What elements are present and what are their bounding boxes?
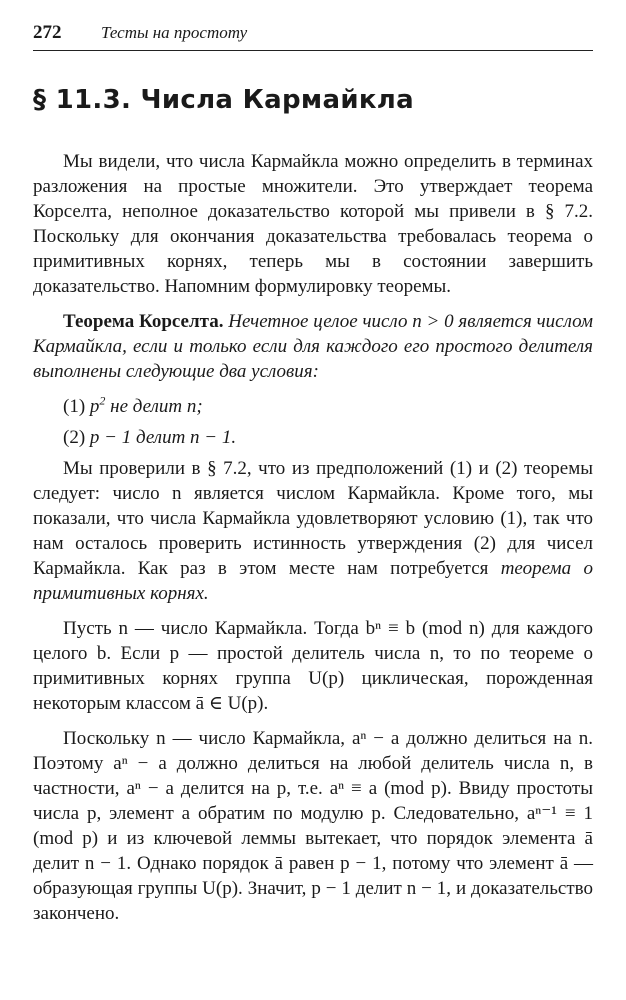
running-title: Тесты на простоту	[101, 23, 248, 42]
theorem-heading: Теорема Корселта.	[63, 311, 224, 332]
paragraph-proof: Поскольку n — число Кармайкла, aⁿ − a должно делиться на n. Поэтому aⁿ − a должно делиться на любой делитель числа n, в частности, aⁿ − a делится на p, т.е. aⁿ ≡ a (mod p). Ввиду простоты числа p, элемент a обратим по модулю p. Следовательно, aⁿ⁻¹ ≡ 1 (mod p) и из ключевой леммы вытекает, что порядок элемента ā делит n − 1. Однако порядок ā равен p − 1, потому что элемент ā — образующая группы U(p). Значит, p − 1 делит n − 1, и доказательство закончено.	[33, 728, 593, 924]
paragraph-let-n: Пусть n — число Кармайкла. Тогда bⁿ ≡ b (mod n) для каждого целого b. Если p — простой делитель числа n, то по теореме о примитивных корнях группа U(p) циклическая, порожденная некоторым классом ā ∈ U(p).	[33, 618, 593, 714]
condition-2-text: p − 1 делит n − 1.	[89, 427, 237, 448]
condition-1	[63, 394, 593, 419]
condition-2-number: (2)	[63, 427, 86, 448]
condition-1-number: (1)	[63, 396, 86, 417]
paragraph-intro: Мы видели, что числа Кармайкла можно определить в терминах разложения на простые множители. Это утверждает теорема Корселта, неполное доказательство которой мы привели в § 7.2. Поскольку для окончания доказательства требовалась теорема о примитивных корнях, теперь мы в состоянии завершить доказательство. Напомним формулировку теоремы.	[33, 151, 593, 297]
theorem-text: Нечетное целое число n > 0 является числом Кармайкла, если и только если для каждого его простого делителя выполнены следующие два условия:	[33, 311, 593, 382]
condition-1-formula: $p^2$	[89, 393, 106, 417]
paragraph-check-emphasis: теорема о примитивных корнях.	[33, 558, 593, 604]
paragraph-check	[33, 456, 593, 606]
condition-2	[63, 425, 593, 450]
section-title: § 11.3. Числа Кармайкла	[33, 85, 414, 115]
running-head	[33, 22, 593, 51]
theorem-statement	[33, 309, 593, 384]
paragraph-check-text: Мы проверили в § 7.2, что из предположений (1) и (2) теоремы следует: число n является числом Кармайкла. Кроме того, мы показали, что числа Кармайкла удовлетворяют условию (1), так что нам осталось проверить истинность утверждения (2) для чисел Кармайкла. Как раз в этом месте нам потребуется	[33, 458, 593, 579]
body-text	[33, 149, 593, 926]
condition-1-text: не делит n;	[110, 396, 203, 417]
book-page	[33, 22, 593, 936]
page-number: 272	[33, 22, 62, 43]
